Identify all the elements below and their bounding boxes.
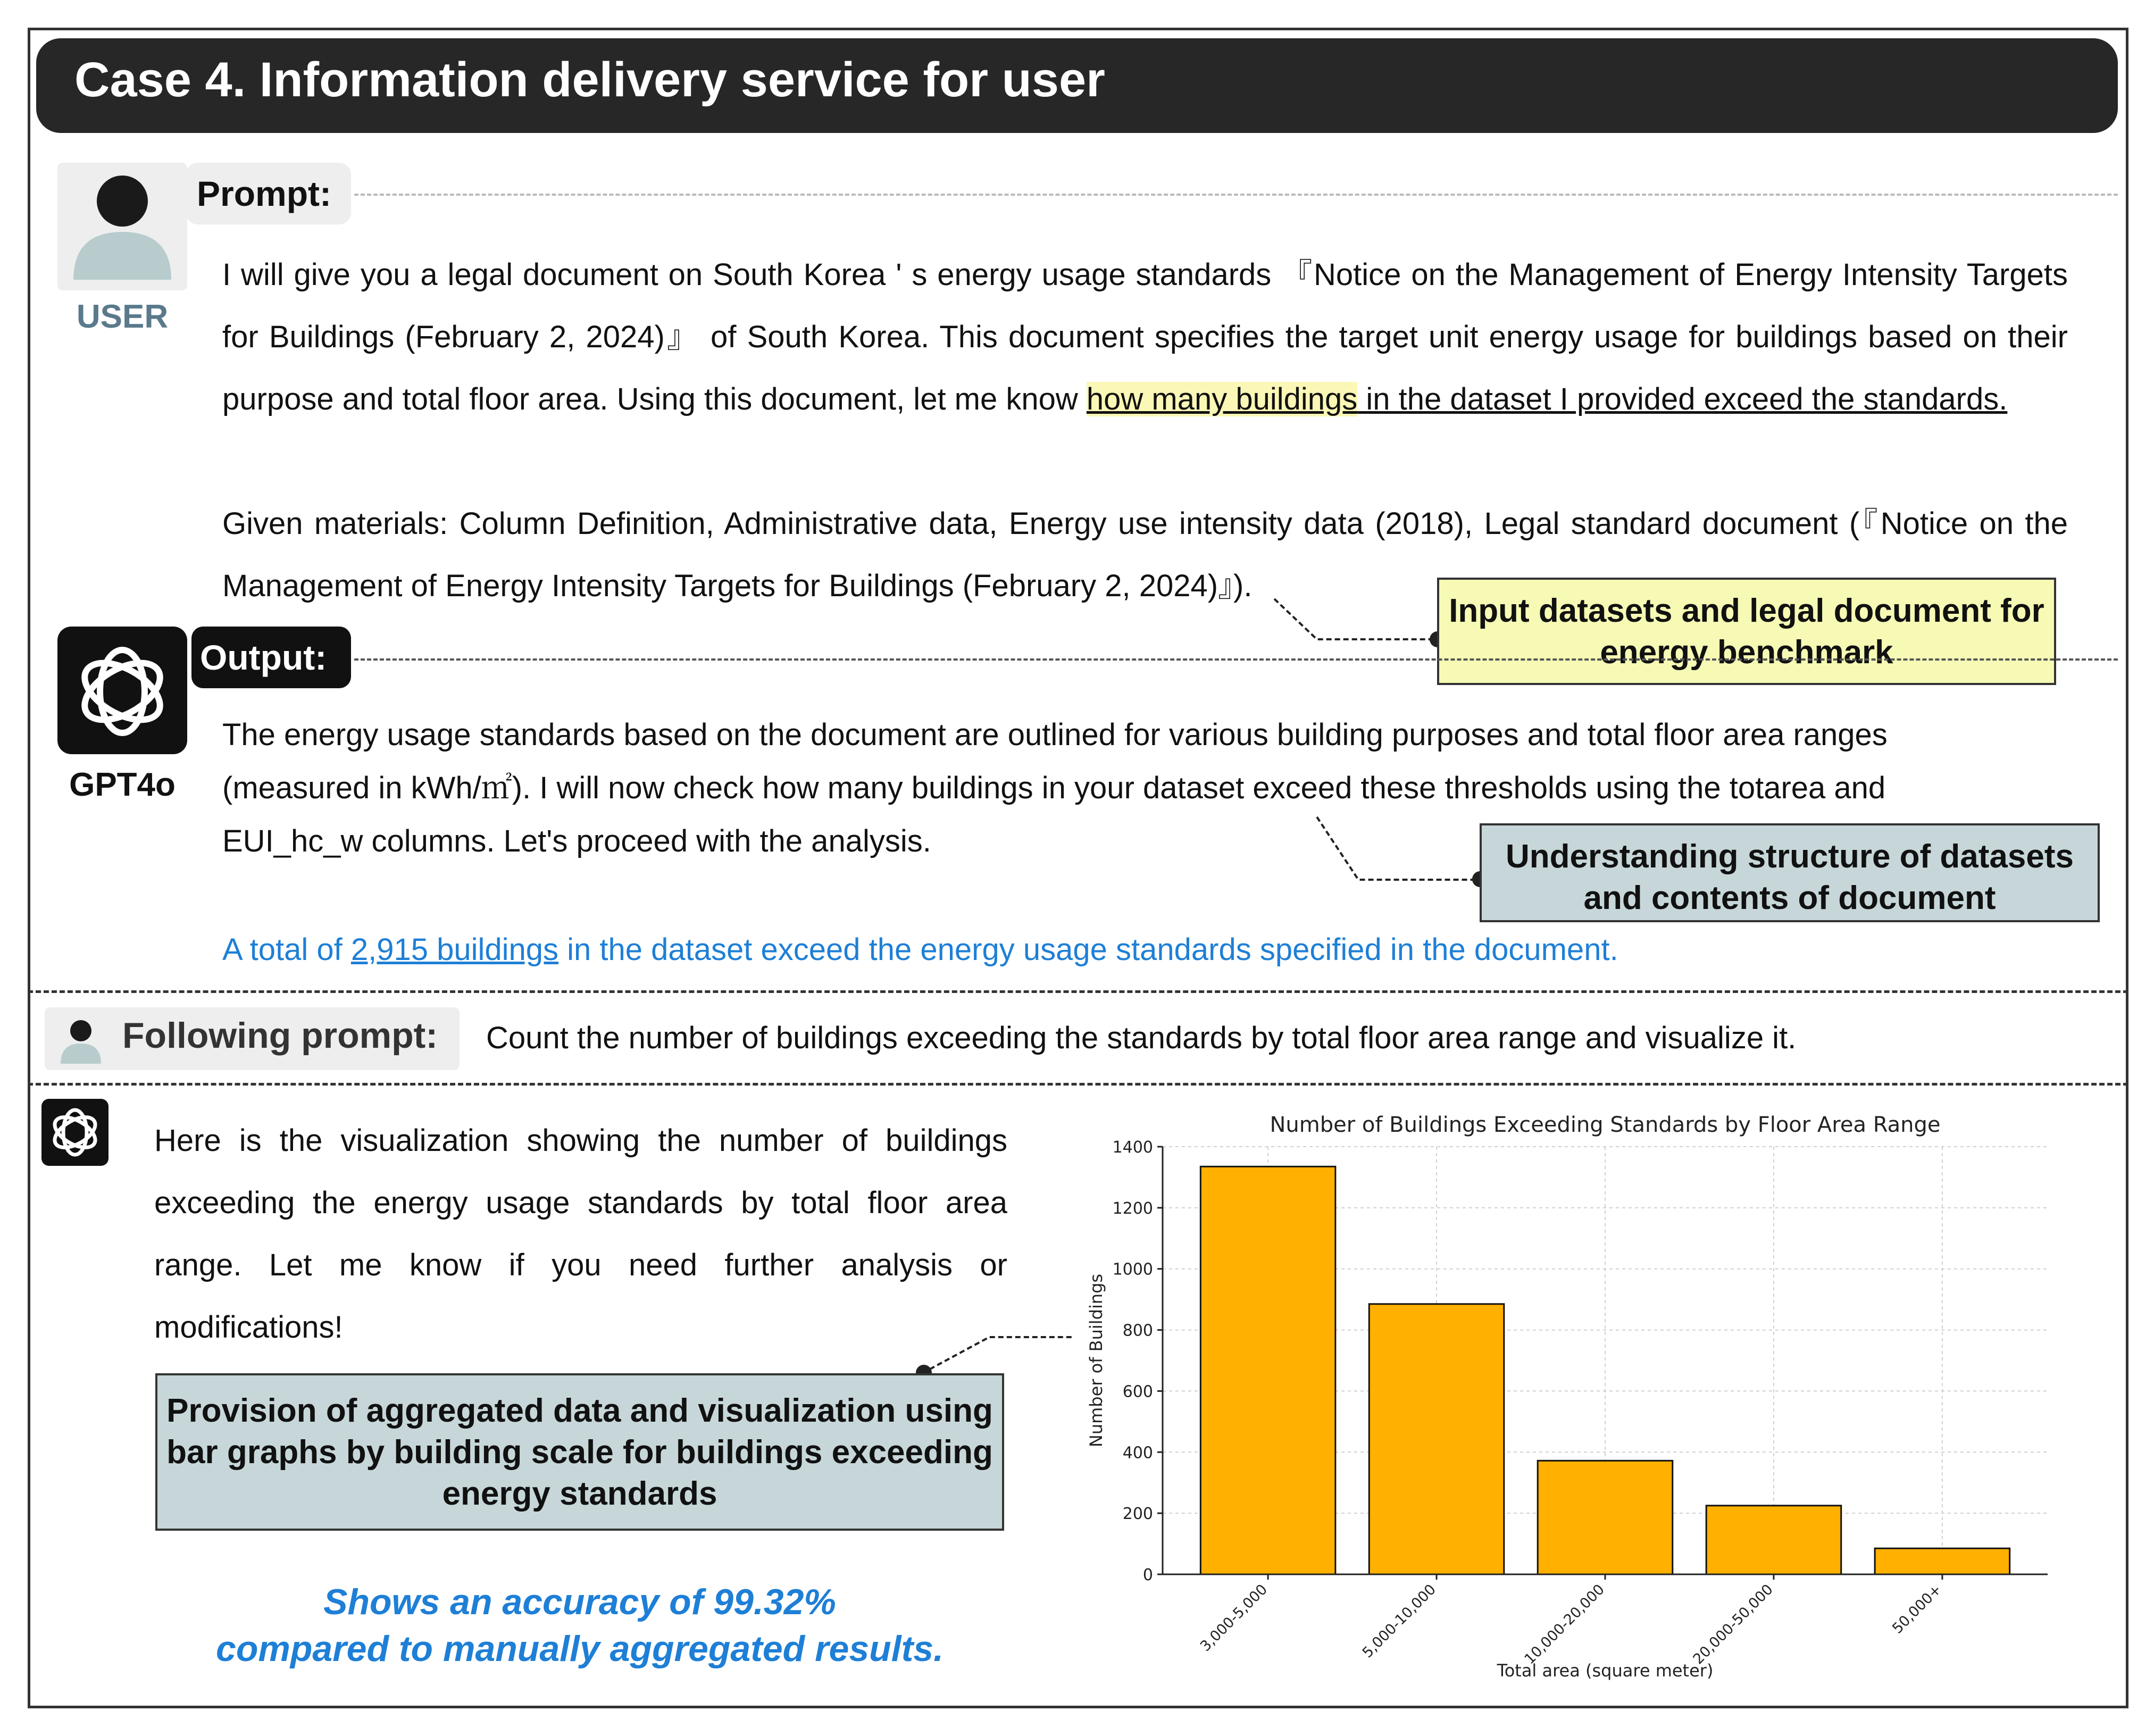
input-callout: Input datasets and legal document for energy benchmark [1437, 578, 2056, 685]
y-tick-label: 800 [1122, 1321, 1153, 1340]
y-tick-label: 1000 [1112, 1260, 1153, 1279]
x-tick-label: 10,000-20,000 [1521, 1581, 1608, 1668]
prompt-tag: Prompt: [186, 163, 351, 224]
result-line: A total of 2,915 buildings in the dataset exceed the energy usage standards specified in the document. [222, 932, 1618, 967]
user-icon [57, 163, 187, 290]
page-title: Case 4. Information delivery service for user [74, 53, 1105, 107]
bar-10,000-20,000 [1538, 1460, 1673, 1574]
bar-50,000+ [1875, 1548, 2010, 1574]
section-divider-2 [28, 1083, 2128, 1086]
accuracy-line-2: compared to manually aggregated results. [216, 1629, 944, 1669]
section-divider-1 [28, 990, 2128, 993]
output-tag: Output: [191, 627, 351, 688]
bar-3,000-5,000 [1200, 1166, 1335, 1574]
y-tick-label: 400 [1122, 1443, 1153, 1463]
gpt-logo [57, 627, 187, 754]
user-small-icon [55, 1015, 106, 1066]
gpt-small-logo [41, 1099, 108, 1166]
x-tick-label: 20,000-50,000 [1690, 1581, 1776, 1668]
response-paragraph: Here is the visualization showing the number of buildings exceeding the energy usage standards by total floor area range. Let me know if you need further analysis or modifications! [154, 1123, 1007, 1345]
y-tick-label: 0 [1142, 1566, 1153, 1584]
x-tick-label: 3,000-5,000 [1197, 1581, 1271, 1655]
openai-logo-small-icon [41, 1099, 108, 1166]
provision-callout: Provision of aggregated data and visualization using bar graphs by building scale for buildings exceeding energy standards [155, 1373, 1004, 1531]
x-tick-label: 50,000+ [1889, 1581, 1945, 1637]
output-paragraph: The energy usage standards based on the document are outlined for various building purposes and total floor area ranges (measured in kWh/㎡). I will now check how many buildings in your dataset exceed these thresholds using the totarea and EUI_hc_w columns. Let's proceed with the analysis. [222, 717, 1888, 858]
y-tick-label: 1200 [1112, 1199, 1153, 1218]
y-axis-label: Number of Buildings [1086, 1273, 1106, 1448]
result-link[interactable]: 2,915 buildings [350, 932, 559, 967]
y-tick-label: 200 [1122, 1505, 1153, 1524]
accuracy-note [155, 1579, 1004, 1672]
following-prompt-text: Count the number of buildings exceeding the standards by total floor area range and visualize it. [486, 1021, 1797, 1055]
chart-title: Number of Buildings Exceeding Standards by Floor Area Range [1270, 1113, 1941, 1137]
prompt-paragraph-2: Given materials: Column Definition, Administrative data, Energy use intensity data (2018), Legal standard document (『Notice on the Management of Energy Intensity Targets for Buildings (February 2, 2024)』). [222, 506, 2068, 603]
y-tick-label: 1400 [1112, 1138, 1153, 1157]
openai-logo-icon [57, 627, 187, 754]
following-prompt-tag: Following prompt: [45, 1007, 460, 1070]
x-tick-label: 5,000-10,000 [1359, 1581, 1439, 1662]
output-divider [354, 658, 2118, 661]
prompt-paragraph-1: I will give you a legal document on South Korea ' s energy usage standards 『Notice on the Management of Energy Intensity Targets for Buildings (February 2, 2024)』 of South Korea. This document specifies the target unit energy usage for buildings based on their purpose and total floor area. Using this document, let me know how many buildings in the dataset I provided exceed the standards. [222, 257, 2068, 416]
bar-5,000-10,000 [1369, 1304, 1504, 1574]
input-callout-leader [1271, 596, 1447, 654]
understanding-callout: Understanding structure of datasets and contents of document [1480, 823, 2100, 922]
bar-20,000-50,000 [1706, 1506, 1841, 1574]
understanding-callout-leader [1314, 814, 1489, 883]
highlight-how-many: how many buildings [1086, 382, 1358, 416]
model-label: GPT4o [69, 766, 176, 803]
bar-chart [1069, 1101, 2106, 1697]
x-axis-label: Total area (square meter) [1497, 1660, 1714, 1681]
prompt-divider [354, 194, 2118, 196]
user-label: USER [76, 298, 169, 335]
accuracy-line-1: Shows an accuracy of 99.32% [323, 1582, 836, 1622]
y-tick-label: 600 [1122, 1382, 1153, 1401]
user-avatar [57, 163, 187, 290]
